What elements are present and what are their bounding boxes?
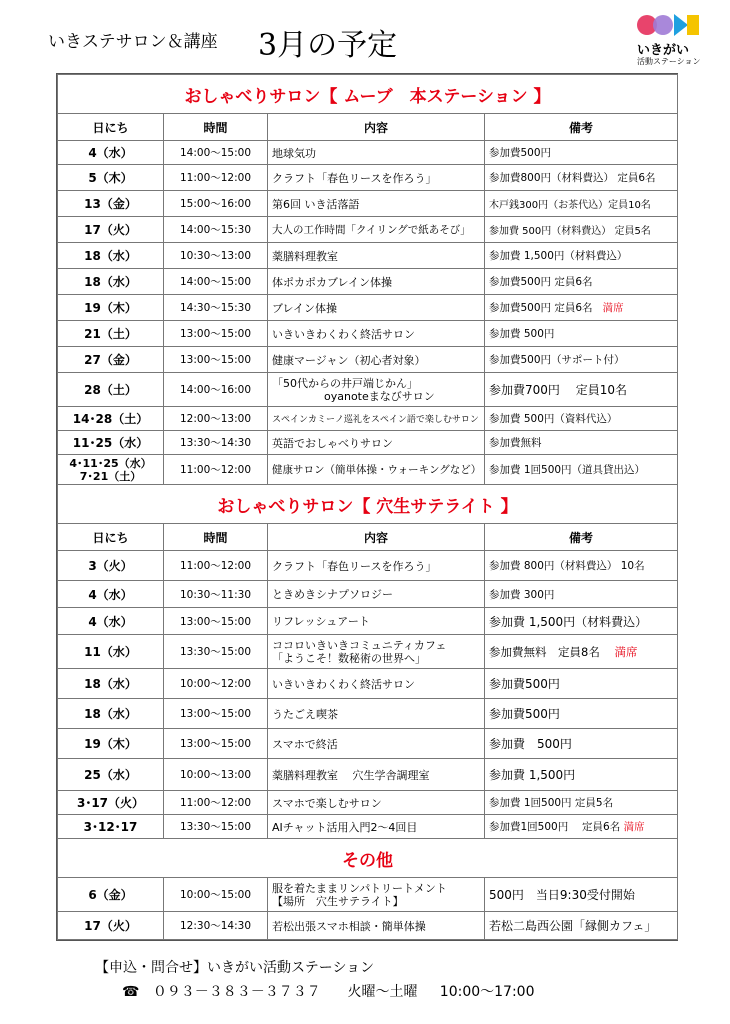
row-content: 健康サロン（簡単体操・ウォーキングなど） xyxy=(268,455,485,485)
table-row xyxy=(58,551,678,581)
row-content: 若松出張スマホ相談・簡単体操 xyxy=(268,912,485,940)
row-date: 4（水） xyxy=(58,141,164,165)
section-title-anou: おしゃべりサロン【 穴生サテライト 】 xyxy=(58,485,678,524)
table-row xyxy=(58,581,678,608)
row-notes: 参加費700円 定員10名 xyxy=(485,373,678,407)
row-time: 10:00～13:00 xyxy=(164,759,268,791)
row-date: 14･28（土） xyxy=(58,407,164,431)
row-content xyxy=(268,373,485,407)
table-row xyxy=(58,269,678,295)
row-notes: 参加費 1,500円（材料費込） xyxy=(485,608,678,635)
row-date: 17（火） xyxy=(58,217,164,243)
footer-contact: 【申込・問合せ】いきがい活動ステーション xyxy=(95,960,375,976)
table-row xyxy=(58,878,678,912)
row-date: 17（火） xyxy=(58,912,164,940)
row-notes: 参加費 300円 xyxy=(485,581,678,608)
row-date: 3･17（火） xyxy=(58,791,164,815)
row-time: 13:30～15:00 xyxy=(164,635,268,669)
row-notes: 参加費 1,500円 xyxy=(485,759,678,791)
content-line-1: 「50代からの井戸端じかん」 xyxy=(272,376,418,390)
row-notes: 参加費 1回500円 定員5名 xyxy=(485,791,678,815)
schedule-table xyxy=(57,74,678,940)
table-row xyxy=(58,243,678,269)
row-content: 第6回 いき活落語 xyxy=(268,191,485,217)
row-time: 11:00～12:00 xyxy=(164,551,268,581)
full-badge: 満席 xyxy=(614,644,638,659)
table-row xyxy=(58,912,678,940)
row-time: 10:30～11:30 xyxy=(164,581,268,608)
row-date: 6（金） xyxy=(58,878,164,912)
row-time: 13:30～15:00 xyxy=(164,815,268,839)
row-content: スペインカミーノ巡礼をスペイン語で楽しむサロン xyxy=(268,407,485,431)
row-time: 13:00～15:00 xyxy=(164,347,268,373)
row-notes xyxy=(485,635,678,669)
row-date: 4（水） xyxy=(58,608,164,635)
row-content: ブレイン体操 xyxy=(268,295,485,321)
row-date: 4（水） xyxy=(58,581,164,608)
table-row xyxy=(58,729,678,759)
row-content xyxy=(268,635,485,669)
row-date: 11（水） xyxy=(58,635,164,669)
table-row xyxy=(58,217,678,243)
row-date: 18（水） xyxy=(58,269,164,295)
footer-phone-line xyxy=(122,981,534,1001)
row-content: 体ポカポカブレイン体操 xyxy=(268,269,485,295)
row-date: 3･12･17 xyxy=(58,815,164,839)
open-days: 火曜～土曜 xyxy=(347,984,418,1000)
row-notes: 参加費500円 xyxy=(485,699,678,729)
row-content: ときめきシナプソロジー xyxy=(268,581,485,608)
row-time: 12:30～14:30 xyxy=(164,912,268,940)
table-row xyxy=(58,699,678,729)
row-date xyxy=(58,455,164,485)
row-notes: 参加費 1回500円（道具貸出込） xyxy=(485,455,678,485)
full-badge: 満席 xyxy=(623,821,645,833)
col-header-notes: 備考 xyxy=(485,114,678,141)
table-row xyxy=(58,165,678,191)
row-content: うたごえ喫茶 xyxy=(268,699,485,729)
row-content: クラフト「春色リースを作ろう」 xyxy=(268,165,485,191)
row-notes: 若松二島西公園「縁側カフェ」 xyxy=(485,912,678,940)
notes-text: 参加費無料 定員8名 xyxy=(489,644,600,659)
row-time: 10:00～12:00 xyxy=(164,669,268,699)
notes-text: 参加費1回500円 定員6名 xyxy=(489,821,621,833)
table-row xyxy=(58,191,678,217)
row-date: 25（水） xyxy=(58,759,164,791)
table-row xyxy=(58,141,678,165)
row-content: いきいきわくわく終活サロン xyxy=(268,321,485,347)
row-content: 薬膳料理教室 xyxy=(268,243,485,269)
row-time: 13:00～15:00 xyxy=(164,699,268,729)
phone-icon: ☎ xyxy=(122,984,140,1000)
row-notes xyxy=(485,815,678,839)
row-date: 28（土） xyxy=(58,373,164,407)
row-notes: 木戸銭300円（お茶代込）定員10名 xyxy=(485,191,678,217)
row-date: 18（水） xyxy=(58,669,164,699)
logo xyxy=(637,12,705,70)
row-date: 13（金） xyxy=(58,191,164,217)
table-row xyxy=(58,347,678,373)
phone-number[interactable]: ０９３－３８３－３７３７ xyxy=(152,984,321,1000)
logo-play-icon xyxy=(674,14,688,36)
row-notes xyxy=(485,295,678,321)
row-notes: 参加費無料 xyxy=(485,431,678,455)
row-date: 5（木） xyxy=(58,165,164,191)
row-content: 薬膳料理教室 穴生学舎調理室 xyxy=(268,759,485,791)
table-row xyxy=(58,759,678,791)
row-date: 19（木） xyxy=(58,295,164,321)
row-content: スマホで楽しむサロン xyxy=(268,791,485,815)
row-date: 11･25（水） xyxy=(58,431,164,455)
table-row xyxy=(58,407,678,431)
row-time: 11:00～12:00 xyxy=(164,455,268,485)
row-content: 地球気功 xyxy=(268,141,485,165)
col-header-content: 内容 xyxy=(268,524,485,551)
col-header-time: 時間 xyxy=(164,524,268,551)
content-line-2: oyanoteまなびサロン xyxy=(324,389,435,403)
row-notes: 参加費 1,500円（材料費込） xyxy=(485,243,678,269)
table-row xyxy=(58,431,678,455)
section-title-move: おしゃべりサロン【 ムーブ 本ステーション 】 xyxy=(58,75,678,114)
row-time: 14:30～15:30 xyxy=(164,295,268,321)
row-time: 13:30～14:30 xyxy=(164,431,268,455)
col-header-date: 日にち xyxy=(58,524,164,551)
row-date: 18（水） xyxy=(58,699,164,729)
table-row xyxy=(58,295,678,321)
header-subtitle: いきステサロン＆講座 xyxy=(48,32,218,52)
row-notes: 参加費 800円（材料費込） 10名 xyxy=(485,551,678,581)
row-date: 19（木） xyxy=(58,729,164,759)
row-time: 10:30～13:00 xyxy=(164,243,268,269)
table-row xyxy=(58,321,678,347)
row-notes: 参加費 500円（材料費込） 定員5名 xyxy=(485,217,678,243)
row-time: 11:00～12:00 xyxy=(164,791,268,815)
content-line-1: 服を着たままリンパトリートメント xyxy=(272,881,447,895)
row-time: 10:00～15:00 xyxy=(164,878,268,912)
row-notes: 500円 当日9:30受付開始 xyxy=(485,878,678,912)
col-header-content: 内容 xyxy=(268,114,485,141)
logo-subtitle: 活動ステーション xyxy=(637,57,701,66)
row-time: 13:00～15:00 xyxy=(164,321,268,347)
schedule-frame xyxy=(56,73,678,941)
logo-square-icon xyxy=(687,15,699,35)
row-time: 11:00～12:00 xyxy=(164,165,268,191)
col-header-date: 日にち xyxy=(58,114,164,141)
row-notes: 参加費500円（サポート付） xyxy=(485,347,678,373)
row-time: 14:00～16:00 xyxy=(164,373,268,407)
notes-text: 参加費500円 定員6名 xyxy=(489,302,593,314)
row-content: クラフト「春色リースを作ろう」 xyxy=(268,551,485,581)
open-hours: 10:00～17:00 xyxy=(439,984,535,1000)
row-time: 13:00～15:00 xyxy=(164,729,268,759)
row-date: 3（火） xyxy=(58,551,164,581)
row-date: 18（水） xyxy=(58,243,164,269)
row-date: 21（土） xyxy=(58,321,164,347)
table-row xyxy=(58,608,678,635)
row-content: 健康マージャン（初心者対象） xyxy=(268,347,485,373)
col-header-notes: 備考 xyxy=(485,524,678,551)
row-content: AIチャット活用入門2～4回目 xyxy=(268,815,485,839)
row-time: 14:00～15:00 xyxy=(164,269,268,295)
row-date: 27（金） xyxy=(58,347,164,373)
row-notes: 参加費500円 xyxy=(485,669,678,699)
row-content: スマホで終活 xyxy=(268,729,485,759)
row-time: 14:00～15:30 xyxy=(164,217,268,243)
logo-circle-purple-icon xyxy=(653,15,673,35)
table-row xyxy=(58,635,678,669)
row-time: 14:00～15:00 xyxy=(164,141,268,165)
content-line-2: 「ようこそ！数秘術の世界へ」 xyxy=(272,651,426,665)
table-row xyxy=(58,455,678,485)
row-time: 13:00～15:00 xyxy=(164,608,268,635)
row-content: 英語でおしゃべりサロン xyxy=(268,431,485,455)
row-notes: 参加費800円（材料費込） 定員6名 xyxy=(485,165,678,191)
row-content: 大人の工作時間「クイリングで紙あそび」 xyxy=(268,217,485,243)
row-time: 15:00～16:00 xyxy=(164,191,268,217)
row-time: 12:00～13:00 xyxy=(164,407,268,431)
row-notes: 参加費 500円（資料代込） xyxy=(485,407,678,431)
content-line-1: ココロいきいきコミュニティカフェ xyxy=(272,638,447,652)
full-badge: 満席 xyxy=(602,302,624,314)
table-row xyxy=(58,815,678,839)
logo-name: いきがい xyxy=(637,43,690,58)
content-line-2: 【場所 穴生サテライト】 xyxy=(272,894,404,908)
date-line-2: 7･21（土） xyxy=(79,469,142,483)
date-line-1: 4･11･25（水） xyxy=(69,456,152,470)
row-content xyxy=(268,878,485,912)
row-notes: 参加費 500円 xyxy=(485,729,678,759)
row-notes: 参加費 500円 xyxy=(485,321,678,347)
page-title: 3月の予定 xyxy=(258,28,398,63)
table-row xyxy=(58,669,678,699)
row-notes: 参加費500円 定員6名 xyxy=(485,269,678,295)
row-content: リフレッシュアート xyxy=(268,608,485,635)
section-title-other: その他 xyxy=(58,839,678,878)
col-header-time: 時間 xyxy=(164,114,268,141)
table-row xyxy=(58,791,678,815)
row-notes: 参加費500円 xyxy=(485,141,678,165)
row-content: いきいきわくわく終活サロン xyxy=(268,669,485,699)
table-row xyxy=(58,373,678,407)
